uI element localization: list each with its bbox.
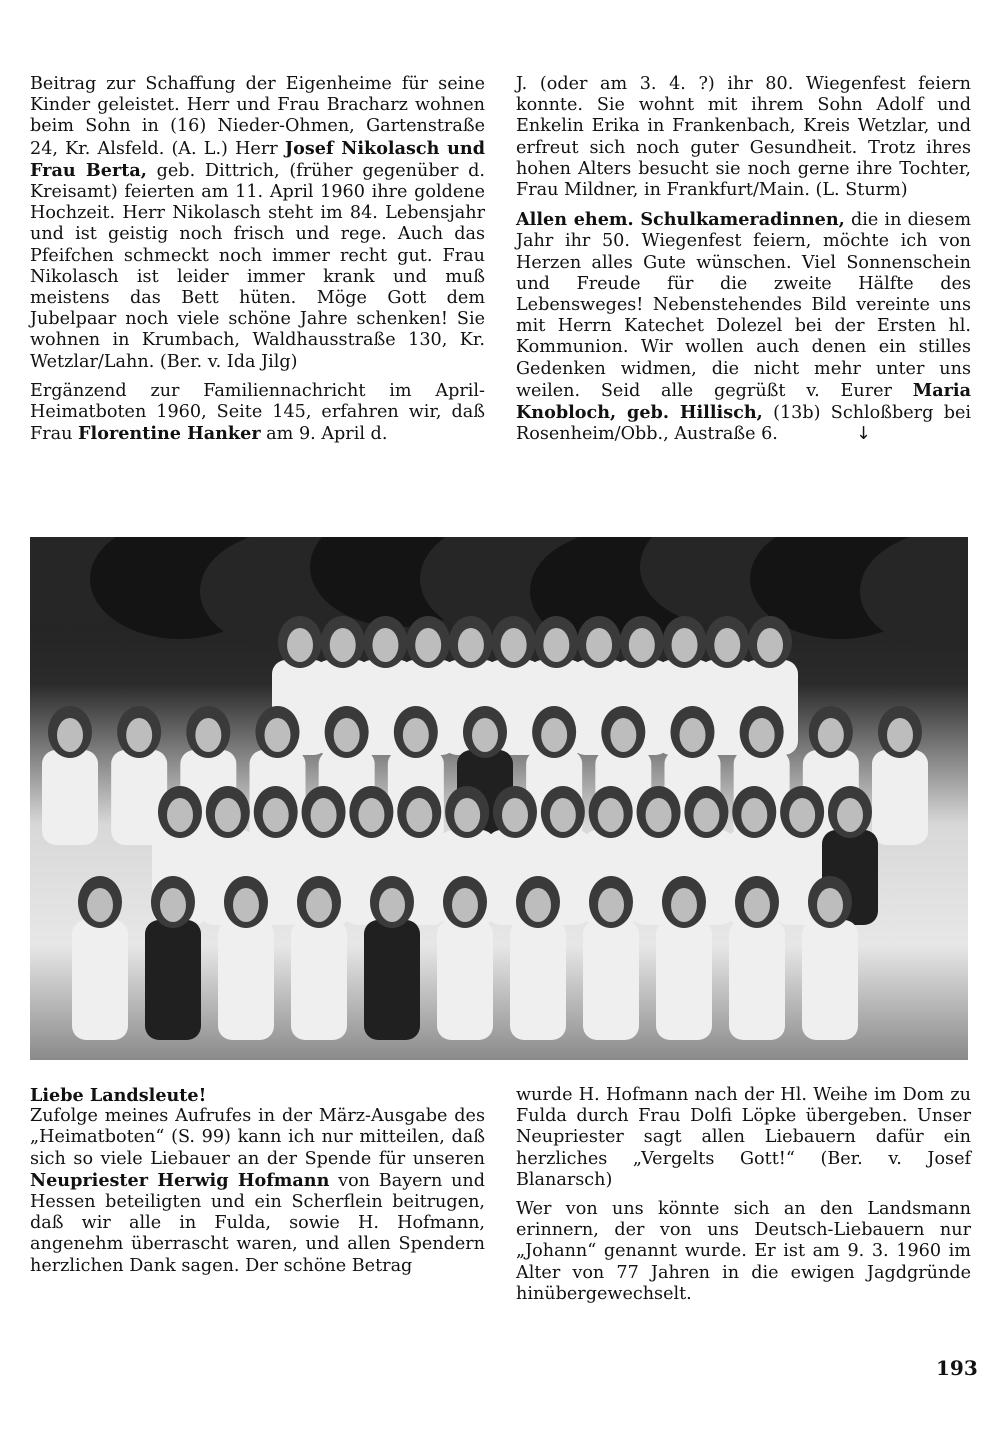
child-figure bbox=[218, 876, 274, 1040]
child-figure bbox=[729, 876, 785, 1040]
child-figure bbox=[111, 706, 167, 845]
child-figure bbox=[437, 876, 493, 1040]
child-figure bbox=[72, 876, 128, 1040]
text: geb. Dittrich, (früher gegenüber d. Kreisamt) feierten am 11. April 1960 ihre goldene Hochzeit. Herr Nikolasch steht im 84. Lebensjahr und ist geistig noch frisch und rege. Auch das Pfeifchen schmeckt noch immer recht gut. Frau Nikolasch ist leider immer krank und muß meistens das Bett hüten. Möge Gott dem Jubelpaar noch viele schöne Jahre schenken! Sie wohnen in Krumbach, Waldhausstraße 130, Kr. Wetzlar/Lahn. (Ber. v. Ida Jilg) bbox=[30, 160, 485, 372]
top-left-column bbox=[30, 74, 485, 453]
child-figure bbox=[656, 876, 712, 1040]
text: die in diesem Jahr ihr 50. Wiegenfest feiern, möchte ich von Herzen alles Gute wünschen. Viel Sonnenschein und Freude für die zweite Hälfte des Lebensweges! Nebenstehendes Bild vereinte uns mit Herrn Katechet Dolezel bei der Ersten hl. Kommunion. Wir wollen auch denen ein stilles Gedenken widmen, die nicht mehr unter uns weilen. Seid alle gegrüßt v. Eurer bbox=[516, 210, 971, 401]
bold-name: Florentine Hanker bbox=[78, 423, 261, 445]
child-figure bbox=[42, 706, 98, 845]
paragraph-familiennachricht bbox=[30, 381, 485, 446]
child-figure bbox=[802, 876, 858, 1040]
bottom-left-column bbox=[30, 1085, 485, 1285]
child-figure bbox=[872, 706, 928, 845]
page-number: 193 bbox=[936, 1356, 978, 1380]
group-photo bbox=[30, 537, 968, 1060]
paragraph-spende bbox=[30, 1106, 485, 1277]
bold-name: Neupriester Herwig Hofmann bbox=[30, 1169, 330, 1191]
child-figure bbox=[583, 876, 639, 1040]
child-figure bbox=[510, 876, 566, 1040]
child-figure bbox=[364, 876, 420, 1040]
bold-name: Josef Nikolasch und Frau Berta, bbox=[30, 137, 485, 181]
bold-lead: Allen ehem. Schulkameradinnen, bbox=[516, 209, 845, 231]
text: am 9. April d. bbox=[260, 424, 388, 445]
paragraph-uebergabe: wurde H. Hofmann nach der Hl. Weihe im Dom zu Fulda durch Frau Dolfi Löpke übergeben. Unser Neupriester sagt allen Liebauern dafür ein herzliches „Vergelts Gott!“ (Ber. v. Josef Blanarsch) bbox=[516, 1085, 971, 1190]
child-figure bbox=[145, 876, 201, 1040]
group-photo-figures bbox=[30, 537, 968, 1060]
bold-name: Maria Knobloch, geb. Hillisch, bbox=[516, 379, 971, 424]
text: (13b) Schloßberg bei Rosenheim/Obb., Austraße 6. bbox=[516, 403, 971, 445]
text: Ergänzend zur Familiennachricht im April-Heimatboten 1960, Seite 145, erfahren wir, daß Frau bbox=[30, 380, 485, 445]
paragraph-johann: Wer von uns könnte sich an den Landsmann erinnern, der von uns Deutsch-Liebauern nur „Johann“ genannt wurde. Er ist am 9. 3. 1960 im Alter von 77 Jahren in die ewigen Jagdgründe hinübergewechselt. bbox=[516, 1199, 971, 1304]
text: Beitrag zur Schaffung der Eigenheime für seine Kinder geleistet. Herr und Frau Bracharz wohnen beim Sohn in (16) Nieder-Ohmen, Gartenstraße 24, Kr. Alsfeld. (A. L.) Herr bbox=[30, 74, 485, 159]
bottom-right-column bbox=[516, 1085, 971, 1313]
text: Zufolge meines Aufrufes in der März-Ausgabe des „Heimatboten“ (S. 99) kann ich nur mitteilen, daß sich so viele Liebauer an der Spende für unseren bbox=[30, 1106, 485, 1169]
child-figure bbox=[291, 876, 347, 1040]
paragraph-schulkameradinnen bbox=[516, 209, 971, 445]
paragraph-wiegenfest: J. (oder am 3. 4. ?) ihr 80. Wiegenfest feiern konnte. Sie wohnt mit ihrem Sohn Adolf und Enkelin Erika in Frankenbach, Kreis Wetzlar, und erfreut sich noch guter Gesundheit. Trotz ihres hohen Alters besucht sie noch gerne ihre Tochter, Frau Mildner, in Frankfurt/Main. (L. Sturm) bbox=[516, 74, 971, 201]
text: von Bayern und Hessen beteiligten und ein Scherflein beitrugen, daß wir alle in Fulda, sowie H. Hofmann, angenehm überrascht waren, und allen Spendern herzlichen Dank sagen. Der schöne Betrag bbox=[30, 1170, 485, 1276]
heading-liebe-landsleute: Liebe Landsleute! bbox=[30, 1085, 207, 1106]
top-right-column bbox=[516, 74, 971, 453]
paragraph-goldene-hochzeit bbox=[30, 74, 485, 373]
arrow-down-icon: ↓ bbox=[856, 424, 871, 445]
